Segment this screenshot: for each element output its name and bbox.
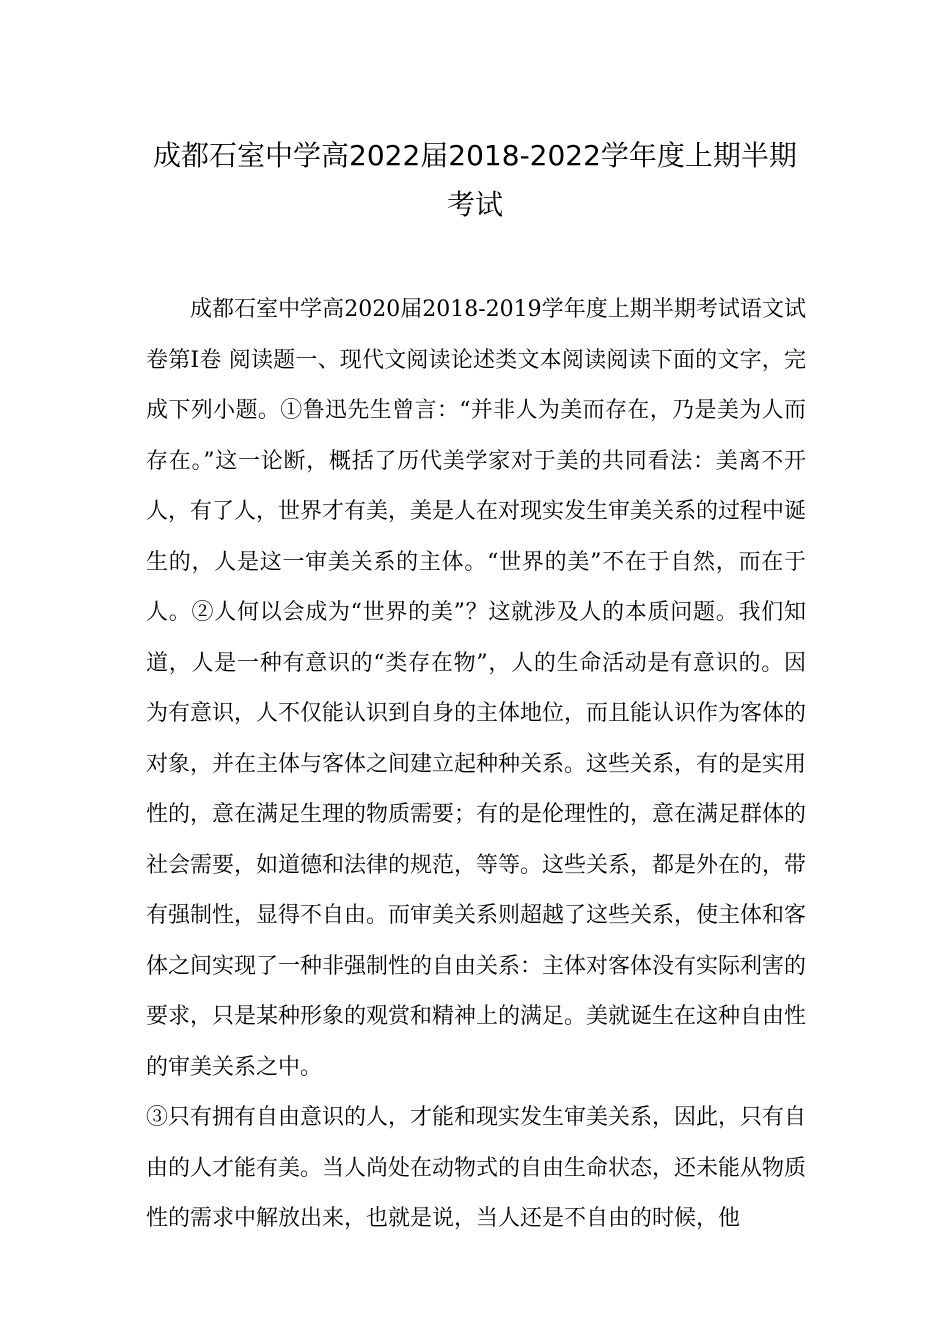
- paragraph-2: ③只有拥有自由意识的人，才能和现实发生审美关系，因此，只有自由的人才能有美。当人尚处在动物式的自由生命状态，还未能从物质性的需求中解放出来，也就是说，当人还是不自由的时候，他: [146, 1105, 807, 1231]
- document-title-line-2: 考试: [446, 188, 503, 221]
- document-body: [146, 285, 806, 1245]
- paragraph-1: 成都石室中学高2020届2018-2019学年度上期半期考试语文试卷第Ⅰ卷 阅读题一、现代文阅读论述类文本阅读阅读下面的文字，完成下列小题。①鲁迅先生曾言：“并非人为美而存在，乃是美为人而存在。”这一论断，概括了历代美学家对于美的共同看法：美离不开人，有了人，世界才有美，美是人在对现实发生审美关系的过程中诞生的，人是这一审美关系的主体。“世界的美”不在于自然，而在于人。②人何以会成为“世界的美”？这就涉及人的本质问题。我们知道，人是一种有意识的“类存在物”，人的生命活动是有意识的。因为有意识，人不仅能认识到自身的主体地位，而且能认识作为客体的对象，并在主体与客体之间建立起种种关系。这些关系，有的是实用性的，意在满足生理的物质需要；有的是伦理性的，意在满足群体的社会需要，如道德和法律的规范，等等。这些关系，都是外在的，带有强制性，显得不自由。而审美关系则超越了这些关系，使主体和客体之间实现了一种非强制性的自由关系：主体对客体没有实际利害的要求，只是某种形象的观赏和精神上的满足。美就诞生在这种自由性的审美关系之中。: [146, 297, 807, 1080]
- document-title-line-1: 成都石室中学高2022届2018-2022学年度上期半期: [153, 139, 797, 172]
